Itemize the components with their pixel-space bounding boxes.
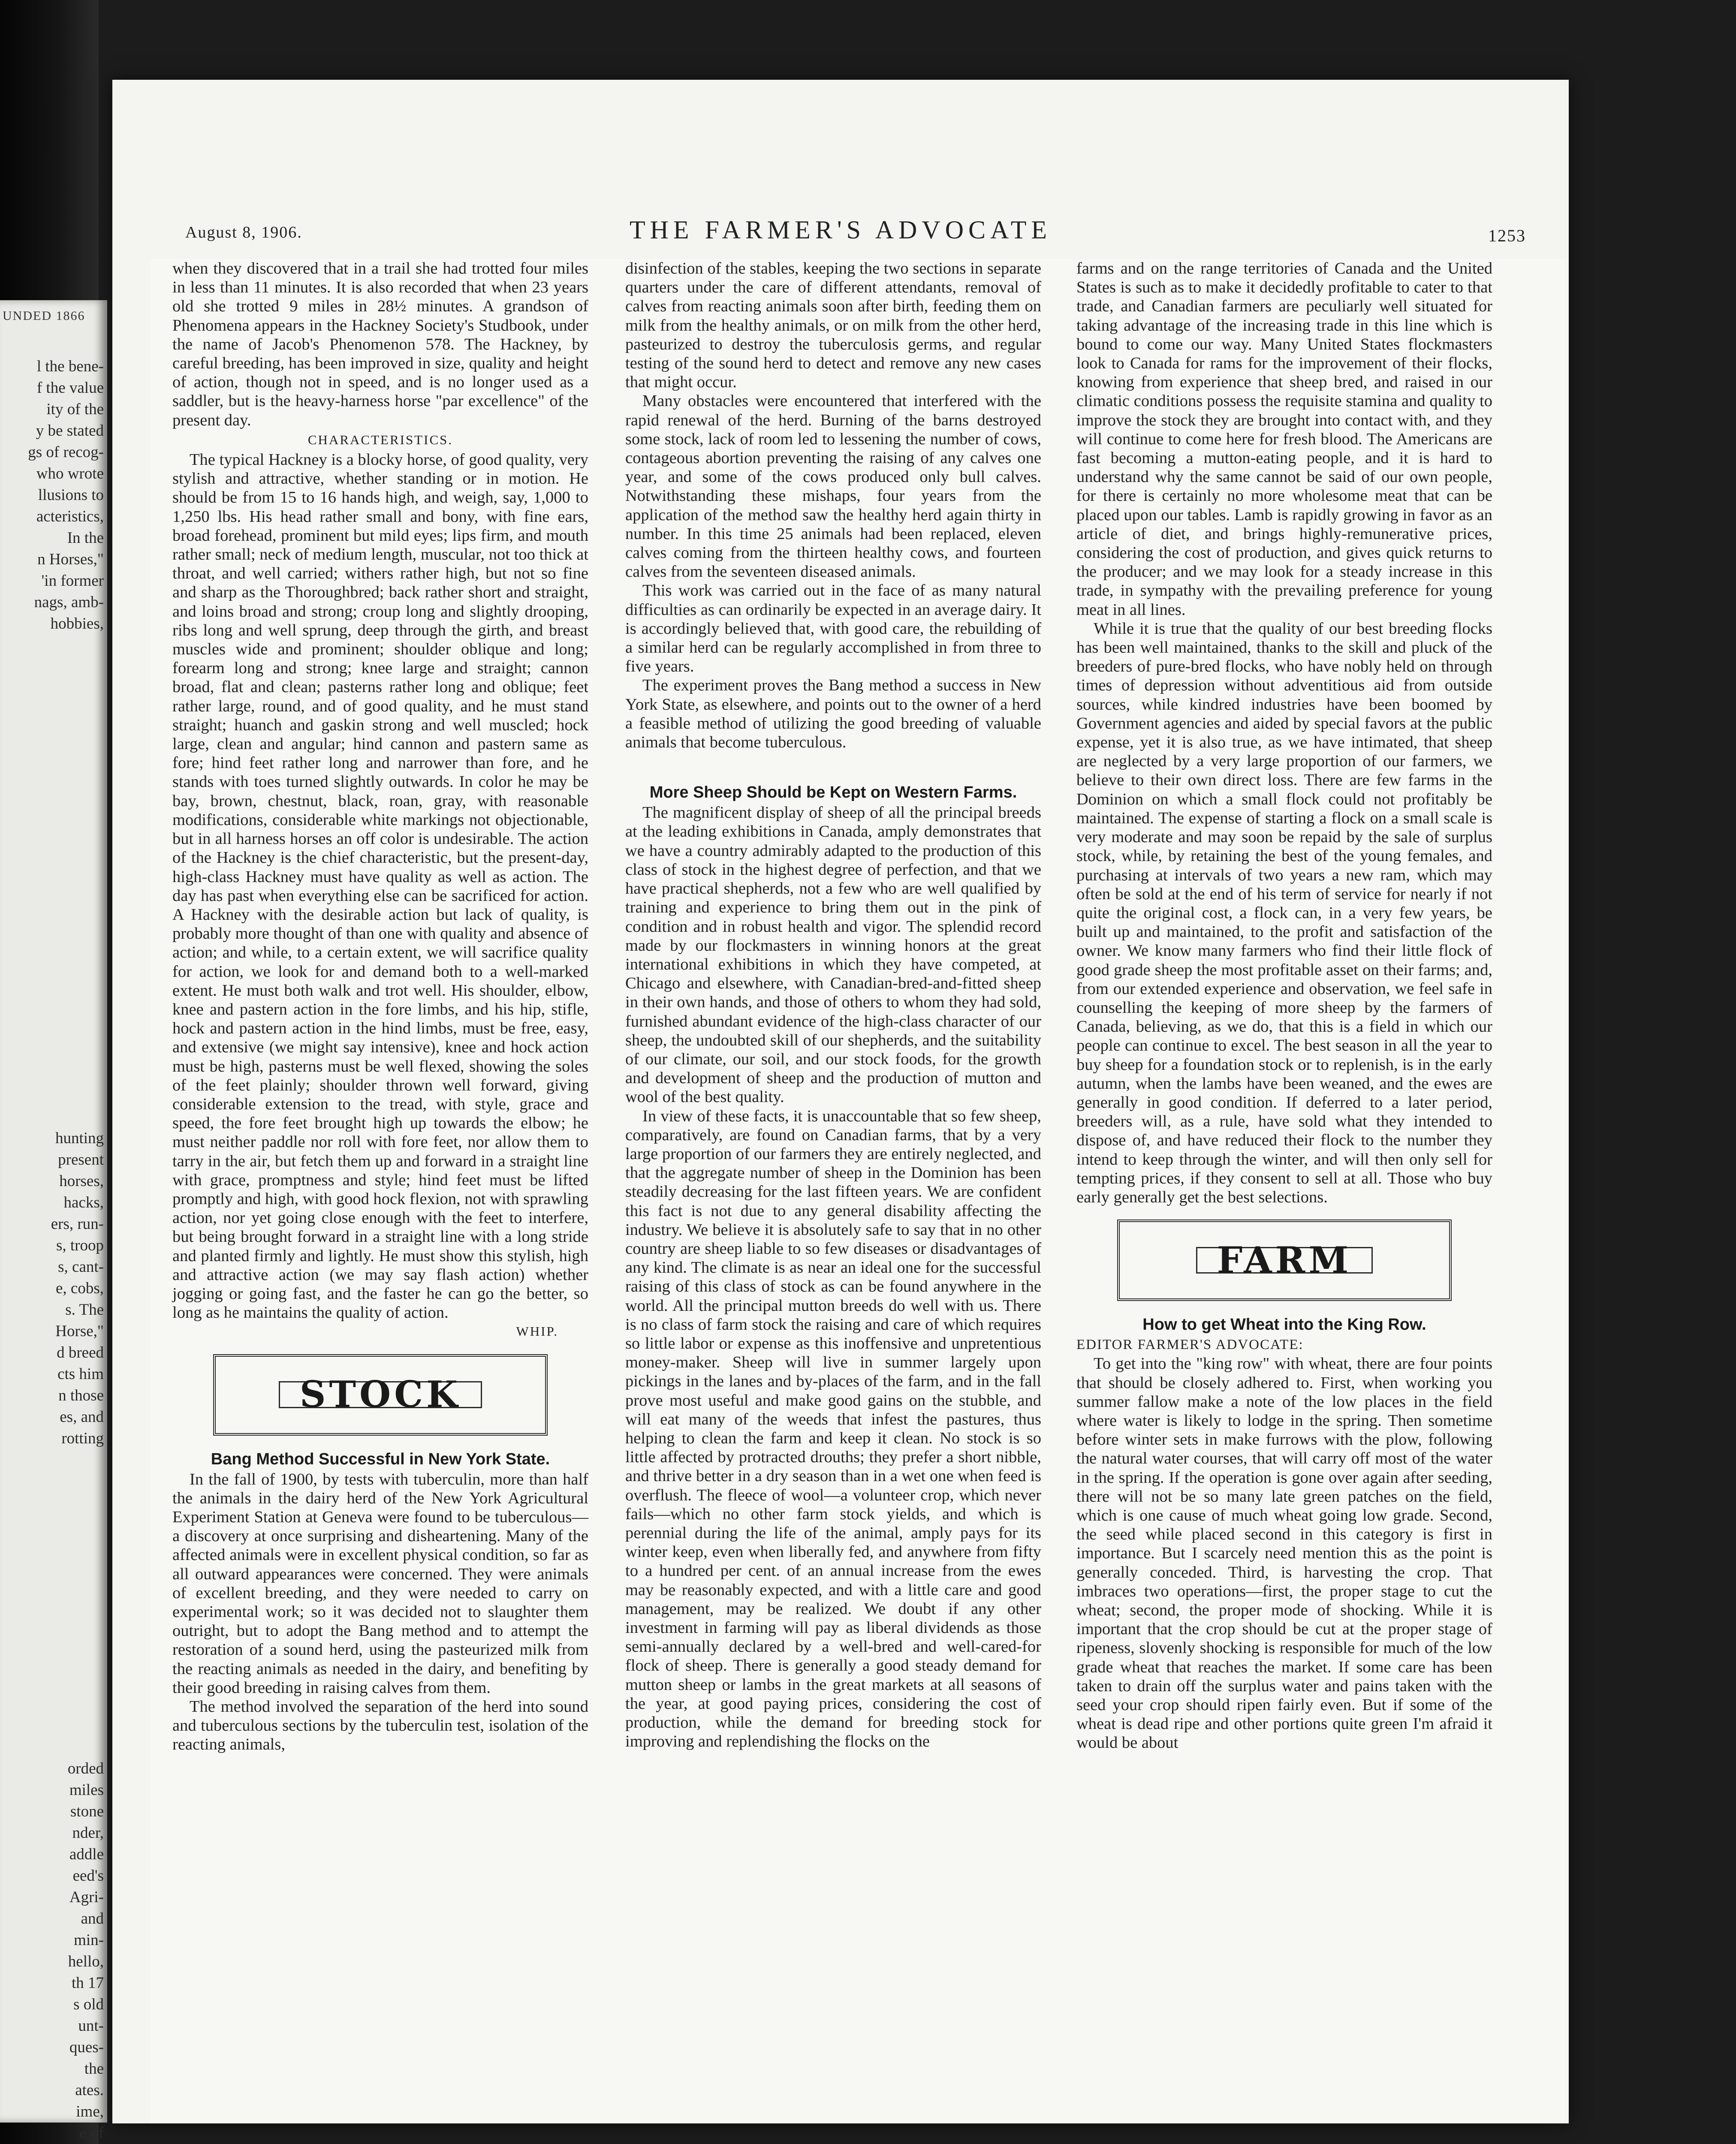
article-paragraph: farms and on the range territories of Canada and the United States is such as to make it decidedly profitable to cater to that trade, and Canadian farmers are peculiarly well situated for taking advantage of the increasing trade in this line which is bound to come our way. Many United States flockmasters look to Canada for rams for the improvement of their flocks, knowing from experience that sheep bred, and raised in our climatic conditions possess the requisite stamina and quality to improve the stock they are brought into contact with, and they will continue to come here for fresh blood. The Americans are fast becoming a mutton-eating people, and it is hard to understand why the same cannot be said of our own people, for there is certainly no more wholesome meat that can be placed upon our tables. Lamb is rapidly growing in favor as an article of diet, and brings highly-remunerative prices, considering the cost of production, and gives quick returns to the producer; and we may look for a steady increase in this trade, in sympathy with the prevailing preference for young meat in all lines. (1076, 259, 1492, 619)
previous-page-line: hunting (55, 1129, 104, 1147)
previous-page-line: present (58, 1151, 104, 1168)
editor-salutation: EDITOR FARMER'S ADVOCATE: (1076, 1337, 1304, 1353)
previous-page-line: In the (67, 529, 104, 547)
article-paragraph: The method involved the separation of the herd into sound and tuberculous sections by the tuberculin test, isolation of the reacting animals, (172, 1698, 588, 1754)
page-number: 1253 (1488, 226, 1526, 245)
previous-page-line: the (84, 2060, 104, 2078)
previous-page-line: th 17 (71, 1974, 104, 1992)
column-1 (172, 259, 588, 1754)
department-banner-stock (213, 1354, 548, 1436)
previous-page-line: n Horses," (37, 551, 104, 568)
previous-page-line: s, troop (56, 1237, 104, 1254)
previous-page-line: unt- (78, 2017, 104, 2035)
article-paragraph: when they discovered that in a trail she had trotted four miles in less than 11 minutes. It is also recorded that when 23 years old she trotted 9 miles in 28½ minutes. A grandson of Phenomena appears in the Hackney Society's Studbook, under the name of Jacob's Phenomenon 578. The Hackney, by careful breeding, has been improved in size, quality and height of action, though not in speed, and is no longer used as a saddler, but is the heavy-harness horse "par excellence" of the present day. (172, 259, 588, 429)
previous-page-line: miles (69, 1781, 104, 1799)
previous-page-line: ates. (75, 2081, 104, 2099)
previous-page-line: addle (69, 1846, 104, 1863)
previous-page-line: ity of the (46, 400, 104, 418)
previous-page-header: UNDED 1866 (3, 309, 85, 323)
previous-page-line: ques- (69, 2039, 104, 2056)
column-gap (625, 752, 1041, 782)
previous-page-line: min- (74, 1931, 104, 1949)
department-title: STOCK (279, 1381, 482, 1408)
previous-page-line: nags, amb- (34, 593, 104, 611)
previous-page-line: e of (79, 2124, 104, 2142)
previous-page-line: hobbies, (50, 615, 104, 632)
issue-date: August 8, 1906. (185, 223, 302, 241)
article-paragraph: While it is true that the quality of our best breeding flocks has been well maintained, thanks to the skill and pluck of the breeders of pure-bred flocks, who have nobly held on through times of depression without adventitious aid from outside sources, while kindred industries have been boomed by Government agencies and aided by special favors at the public expense, yet it is also true, as we have intimated, that sheep are neglected by a very large proportion of our farmers, we believe to their own direct loss. There are few farms in the Dominion on which a small flock could not profitably be maintained. The expense of starting a flock on a small scale is very moderate and may soon be repaid by the sale of surplus stock, while, by retaining the best of the young females, and purchasing at intervals of two years a new ram, which may often be sold at the end of his term of service for nearly if not quite the original cost, a flock can, in a very few years, be built up and maintained, to the profit and satisfaction of the owner. We know many farmers who find their little flock of good grade sheep the most profitable asset on their farms; and, from our extended experience and observation, we feel safe in counselling the keeping of more sheep by the farmers of Canada, believing, as we do, that this is a field in which our people can continue to excel. The best season in all the year to buy sheep for a foundation stock or to replenish, is in the early autumn, when the lambs have been weaned, and the ewes are generally in good condition. If deferred to a later period, breeders will, as a rule, have sold what they intended to dispose of, and have reduced their flock to the number they intend to keep through the winter, and will then only sell for tempting prices, if they consent to sell at all. Those who buy early generally get the best selections. (1076, 619, 1492, 1206)
article-paragraph: Many obstacles were encountered that interfered with the rapid renewal of the herd. Burning of the barns destroyed some stock, lack of room led to lessening the number of cows, contageous abortion preventing the raising of any calves one year, and some of the cows produced only bull calves. Notwithstanding these mishaps, four years from the application of the method saw the healthy herd again thirty in number. In this time 25 animals had been replaced, eleven calves coming from the thirteen healthy cows, and fourteen calves from the seventeen diseased animals. (625, 392, 1041, 581)
section-subhead: CHARACTERISTICS. (307, 432, 453, 447)
masthead: THE FARMER'S ADVOCATE (629, 216, 1052, 244)
previous-page-line: s. The (65, 1301, 104, 1319)
previous-page-line: n those (58, 1387, 104, 1404)
previous-page-strip (0, 300, 107, 2142)
previous-page-line: eed's (72, 1867, 104, 1885)
previous-page-line: Agri- (69, 1888, 104, 1906)
page-header (112, 208, 1569, 260)
article-paragraph: To get into the "king row" with wheat, there are four points that should be closely adhered to. First, when working you summer fallow make a note of the low places in the field where water is likely to lodge in the spring. Then sometime before winter sets in make furrows with the plow, following the natural water courses, that will carry off most of the water in the spring. If the operation is gone over again after seeding, there will not be so many late green patches on the field, which is one cause of much wheat going low grade. Second, the seed while placed second in this category is first in importance. But I scarcely need mention this as the point is generally conceded. Third, is harvesting the crop. That imbraces two operations—first, the proper stage to cut the wheat; second, the proper mode of shocking. While it is important that the crop should be cut at the proper stage of ripeness, slovenly shocking is responsible for much of the low grade wheat that reaches the market. If some care has been taken to drain off the surplus water and pains taken with the seed your crop should ripen fairly even. But if some of the wheat is dead ripe and other portions quite green I'm afraid it would be about (1076, 1355, 1492, 1752)
previous-page-line: f the value (36, 379, 104, 397)
previous-page-line: cts him (57, 1365, 104, 1383)
previous-page-line: gs of recog- (28, 443, 104, 461)
previous-page-line: stone (70, 1803, 104, 1820)
article-paragraph: In the fall of 1900, by tests with tuberculin, more than half the animals in the dairy herd of the New York Agricultural Experiment Station at Geneva were found to be tuberculous—a discovery at once surprising and disheartening. Many of the affected animals were in excellent physical condition, so far as all outward appearances were concerned. They were animals of excellent breeding, and they were needed to carry on experimental work; so it was decided not to slaughter them outright, but to adopt the Bang method and to attempt the restoration of a sound herd, using the pasteurized milk from the reacting animals as needed in the dairy, and benefiting by their good breeding in raising calves from them. (172, 1470, 588, 1697)
previous-page-line: y be stated (36, 422, 104, 440)
department-banner-farm (1117, 1220, 1452, 1301)
previous-page-line: hello, (68, 1953, 104, 1970)
previous-page-line: s old (73, 1996, 104, 2013)
newspaper-page (112, 80, 1569, 2123)
article-headline: How to get Wheat into the King Row. (1142, 1316, 1426, 1334)
previous-page-line: d breed (57, 1344, 104, 1361)
previous-page-line: horses, (59, 1172, 104, 1190)
column-2 (625, 259, 1041, 1751)
previous-page-line: orded (67, 1760, 104, 1777)
previous-page-line: nder, (72, 1824, 104, 1842)
previous-page-line: and (81, 1910, 104, 1927)
article-paragraph: In view of these facts, it is unaccountable that so few sheep, comparatively, are found on Canadian farms, that by a very large proportion of our farmers they are entirely neglected, and that the aggregate number of sheep in the Dominion has been steadily decreasing for the last fifteen years. We are confident this fact is not due to any general disability affecting the industry. We believe it is absolutely safe to say that in no other country are sheep liable to so few diseases or disadvantages of any kind. The climate is as near an ideal one for the successful raising of this class of stock as can be found anywhere in the world. All the principal mutton breeds do well with us. There is no class of farm stock the raising and care of which requires so little labor or expense as this inoffensive and unpretentious money-maker. Sheep will live in summer largely upon pickings in the lanes and by-places of the farm, and in the fall prove most useful and make good gains on the stubble, and will eat many of the weeds that infest the pastures, thus helping to clean the farm and keep it clean. No stock is so little affected by protracted drouths; they prefer a short nibble, and thrive better in a dry season than in a wet one when feed is overflush. The fleece of wool—a volunteer crop, which never fails—which no other farm stock yields, and which is perennial during the life of the animal, amply pays for its winter keep, even when liberally fed, and anywhere from fifty to a hundred per cent. of an annual increase from the ewes may be reasonably expected, and with a little care and good management, may be realized. We doubt if any other investment in farming will pay as liberal dividends as those semi-annually declared by a well-bred and well-cared-for flock of sheep. There is generally a good steady demand for mutton sheep or lambs in the great markets at all seasons of the year, at good paying prices, considering the cost of production, while the demand for breeding stock for improving and replendishing the flocks on the (625, 1107, 1041, 1751)
previous-page-line: 'in former (41, 572, 104, 590)
previous-page-line: rotting (61, 1430, 104, 1447)
previous-page-line: l the bene- (36, 358, 104, 375)
previous-page-line: llusions to (38, 486, 104, 504)
article-headline: Bang Method Successful in New York State. (211, 1450, 550, 1468)
article-paragraph: This work was carried out in the face of as many natural difficulties as can ordinarily be expected in an average dairy. It is accordingly believed that, with good care, the rebuilding of a similar herd can be regularly accomplished in from three to five years. (625, 581, 1041, 676)
article-paragraph: The experiment proves the Bang method a success in New York State, as elsewhere, and points out to the owner of a herd a feasible method of utilizing the good breeding of valuable animals that become tuberculous. (625, 676, 1041, 752)
article-paragraph: The magnificent display of sheep of all the principal breeds at the leading exhibitions in Canada, amply demonstrates that we have a country admirably adapted to the production of this class of stock in the highest degree of perfection, and that we have practical shepherds, not a few who are well qualified by training and experience to bring them out in the pink of condition and in robust health and vigor. The splendid record made by our flockmasters in winning honors at the great international exhibitions in which they have competed, at Chicago and elsewhere, with Canadian-bred-and-fitted sheep in their own hands, and those of others to whom they had sold, furnished abundant evidence of the high-class character of our sheep, the undoubted skill of our shepherds, and the suitability of our climate, our soil, and our stock foods, for the growth and development of sheep and the production of mutton and wool of the best quality. (625, 804, 1041, 1106)
previous-page-line: ers, run- (51, 1215, 104, 1233)
previous-page-line: Horse," (55, 1322, 104, 1340)
article-paragraph: The typical Hackney is a blocky horse, of good quality, very stylish and attractive, whether standing or in motion. He should be from 15 to 16 hands high, and weigh, say, 1,000 to 1,250 lbs. His head rather small and bony, with fine ears, broad forehead, prominent but mild eyes; lips firm, and mouth rather small; neck of medium length, muscular, not too thick at throat, and well carried; withers rather high, but not so fine and sharp as the Thoroughbred; back rather short and straight, and loins broad and strong; croup long and slightly drooping, ribs long and well sprung, deep through the girth, and breast muscles wide and prominent; shoulder oblique and long; forearm long and strong; knee large and straight; cannon broad, flat and clean; pasterns rather long and oblique; feet rather large, round, and of good quality, and he must stand straight; huanch and gaskin strong and well muscled; hock large, clean and angular; hind cannon and pastern same as fore; hind feet rather long and narrower than fore, and he stands with toes turned slightly outwards. In color he may be bay, brown, chestnut, black, roan, gray, with reasonable modifications, considerable white markings not objectionable, but in all harness horses an off color is undesirable. The action of the Hackney is the chief characteristic, but the present-day, high-class Hackney must have quality as well as action. The day has past when everything else can be sacrificed for action. A Hackney with the desirable action but lack of quality, is probably more thought of than one with quality and absence of action; and while, to a certain extent, we will sacrifice quality for action, we look for and demand both to a well-marked extent. He must both walk and trot well. His shoulder, elbow, knee and pastern action in the fore limbs, and his hip, stifle, hock and pastern action in the hind limbs, must be free, easy, and extensive (we might say intensive), knee and hock action must be high, pasterns must be well flexed, showing the soles of the feet plainly; shoulder thrown well forward, giving considerable extension to the tread, with style, grace and speed, the fore feet brought high up towards the elbow; he must neither paddle nor roll with fore feet, nor allow them to tarry in the air, but fetch them up and forward in a straight line with grace, promptness and style; hind feet must be lifted promptly and high, with good hock flexion, not with sprawling action, nor yet going close enough with the feet to interfere, but being brought forward in a straight line with a long stride and planted firmly and lightly. He must show this stylish, high and attractive action (we may say flash action) whether jogging or going fast, and the faster he can go the better, so long as he maintains the quality of action. (172, 451, 588, 1322)
author-signature: WHIP. (516, 1324, 558, 1339)
department-title: FARM (1196, 1247, 1373, 1274)
previous-page-line: es, and (60, 1408, 104, 1426)
previous-page-line: hacks, (63, 1194, 104, 1211)
previous-page-line: e, cobs, (56, 1280, 104, 1297)
previous-page-line: ime, (76, 2103, 104, 2120)
article-paragraph: disinfection of the stables, keeping the two sections in separate quarters under the care of different attendants, removal of calves from reacting animals soon after birth, feeding them on milk from the healthy animals, or on milk from the other herd, pasteurized to destroy the tuberculosis germs, and regular testing of the sound herd to detect and remove any new cases that might occur. (625, 259, 1041, 391)
article-headline: More Sheep Should be Kept on Western Farms. (649, 783, 1017, 802)
previous-page-line: s, cant- (58, 1258, 104, 1276)
previous-page-line: who wrote (36, 465, 104, 482)
column-3 (1076, 259, 1492, 1753)
previous-page-line: acteristics, (36, 508, 104, 525)
page-body (150, 259, 1565, 2123)
